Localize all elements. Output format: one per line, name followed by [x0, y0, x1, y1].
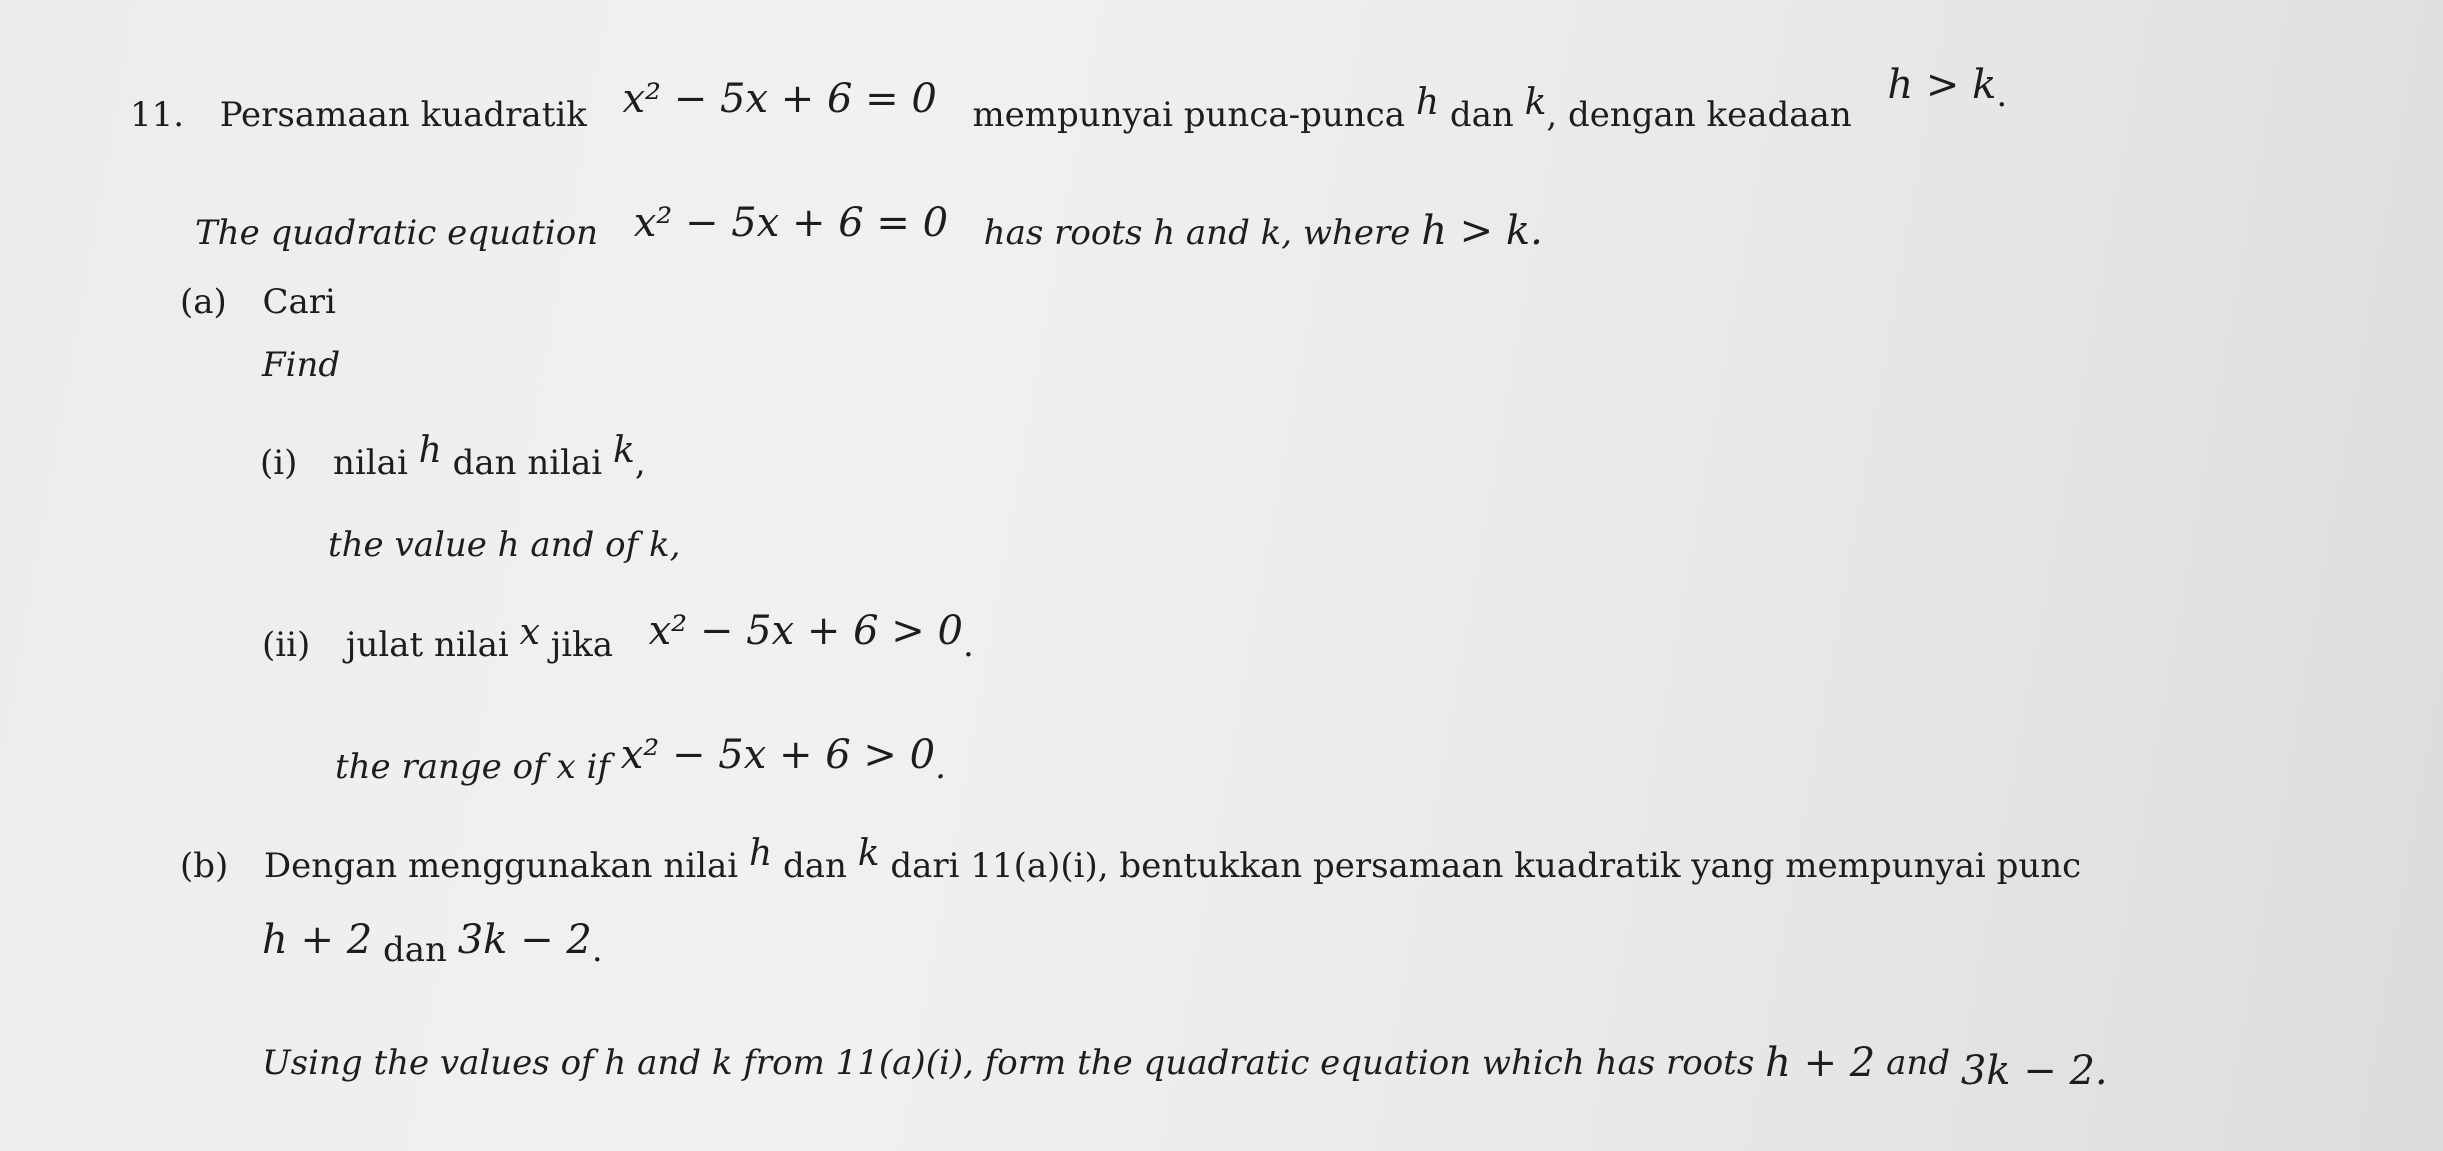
- intro-english-part1: The quadratic equation: [195, 213, 599, 253]
- part-a-english: Find: [262, 345, 341, 385]
- variable-k: k: [857, 833, 880, 874]
- intro-english-part2: has roots h and k, where: [983, 213, 1411, 253]
- part-a-ii-english: [335, 732, 946, 788]
- part-a-ii-text2: jika: [550, 625, 613, 665]
- variable-h: h: [1415, 82, 1439, 123]
- question-number: 11.: [130, 95, 185, 135]
- question-intro-english: [195, 200, 1543, 254]
- intro-malay-part2: mempunyai punca-punca: [972, 95, 1405, 135]
- word-dan: dan: [782, 846, 847, 886]
- variable-k: k: [1524, 82, 1547, 123]
- part-a-malay: Cari: [262, 282, 336, 322]
- part-a-i-text2: dan nilai: [452, 443, 603, 483]
- period: .: [962, 625, 974, 665]
- part-a-heading: [180, 282, 336, 322]
- quadratic-equation-en: x² − 5x + 6 = 0: [633, 200, 949, 246]
- variable-h: h: [748, 833, 773, 874]
- part-b-text1: Dengan menggunakan nilai: [263, 846, 739, 886]
- part-b-english-text: Using the values of h and k from 11(a)(i), form the quadratic equation which has roots: [262, 1043, 1755, 1083]
- part-a-i-text1: nilai: [333, 443, 408, 483]
- condition-h-greater-k: h > k: [1887, 62, 1997, 108]
- part-b-malay: [180, 833, 2082, 886]
- question-intro-malay: [130, 62, 2008, 136]
- word-dan: dan: [1449, 95, 1514, 135]
- intro-malay-part3: , dengan keadaan: [1546, 95, 1852, 135]
- variable-x: x: [519, 612, 540, 653]
- part-b-roots-malay: [262, 917, 603, 971]
- inequality-en: x² − 5x + 6 > 0: [620, 732, 936, 778]
- root-3k-minus-2-en: 3k − 2.: [1960, 1048, 2108, 1094]
- root-h-plus-2-en: h + 2: [1765, 1040, 1876, 1086]
- part-a-ii-text1: julat nilai: [345, 625, 509, 665]
- variable-h: h: [418, 430, 442, 471]
- comma: ,: [634, 443, 646, 483]
- part-b-label: (b): [180, 846, 229, 886]
- part-a-ii-label: (ii): [262, 625, 311, 665]
- period: .: [935, 747, 946, 787]
- part-b-text2: dari 11(a)(i), bentukkan persamaan kuadratik yang mempunyai punc: [890, 846, 2082, 886]
- intro-malay-part1: Persamaan kuadratik: [219, 95, 587, 135]
- word-dan: dan: [382, 930, 447, 970]
- period: .: [1996, 75, 2008, 115]
- part-a-ii-english-text: the range of x if: [335, 747, 610, 787]
- root-3k-minus-2: 3k − 2: [457, 917, 592, 963]
- part-a-label: (a): [180, 282, 227, 322]
- condition-en: h > k.: [1421, 208, 1543, 254]
- part-a-ii-malay: [262, 608, 974, 666]
- period: .: [591, 930, 603, 970]
- variable-k: k: [612, 430, 635, 471]
- part-a-i-english: the value h and of k,: [328, 525, 681, 565]
- quadratic-equation: x² − 5x + 6 = 0: [622, 76, 937, 122]
- part-a-i-label: (i): [260, 443, 298, 483]
- word-and: and: [1886, 1043, 1950, 1083]
- inequality: x² − 5x + 6 > 0: [648, 608, 963, 654]
- part-b-english: [262, 1038, 2108, 1094]
- part-a-i-malay: [260, 430, 646, 483]
- root-h-plus-2: h + 2: [262, 917, 373, 963]
